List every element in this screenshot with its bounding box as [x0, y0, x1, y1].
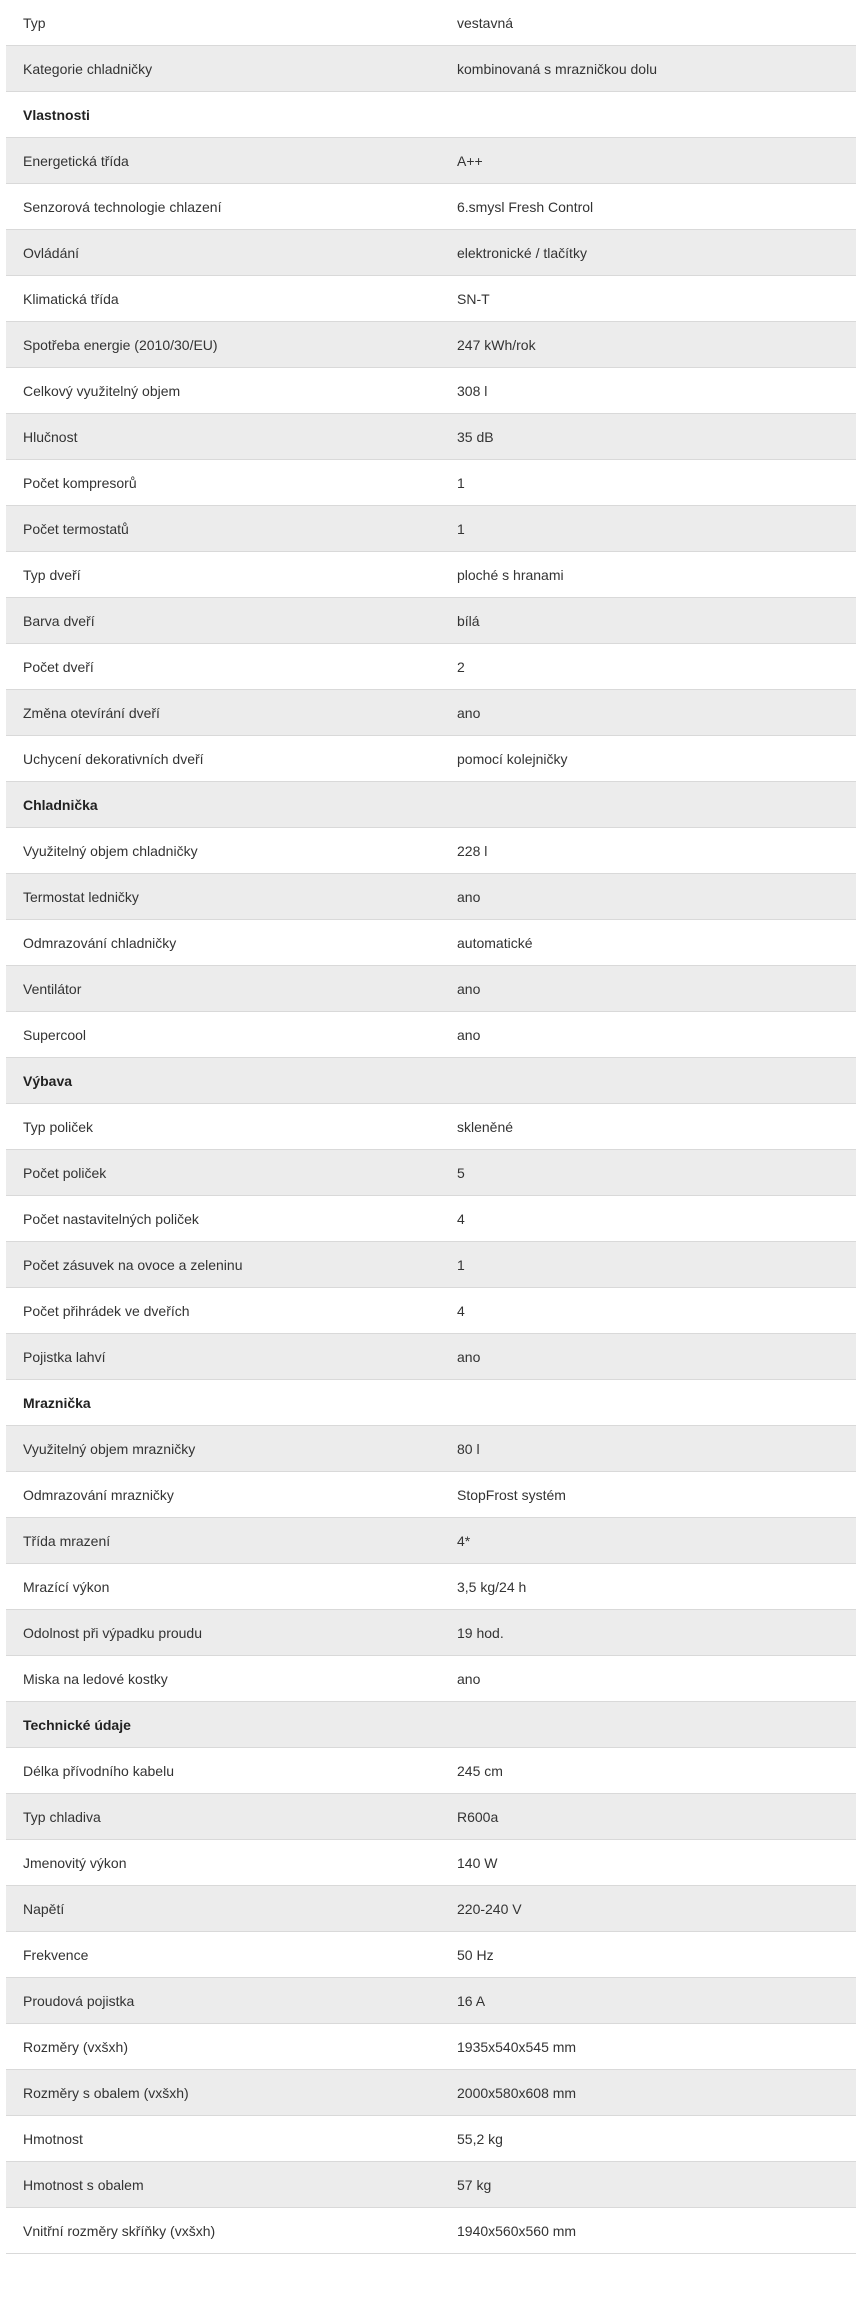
- spec-row: [6, 1150, 856, 1196]
- spec-label: Senzorová technologie chlazení: [23, 199, 222, 215]
- spec-value: 6.smysl Fresh Control: [457, 199, 594, 215]
- spec-row: [6, 2208, 856, 2254]
- spec-value: 1: [457, 475, 465, 491]
- section-header-row: [6, 1058, 856, 1104]
- spec-row: [6, 46, 856, 92]
- spec-label: Uchycení dekorativních dveří: [23, 751, 204, 767]
- spec-value: skleněné: [457, 1119, 514, 1135]
- spec-label: Změna otevírání dveří: [23, 705, 160, 721]
- spec-value: 245 cm: [457, 1763, 503, 1779]
- spec-value: 140 W: [457, 1855, 498, 1871]
- section-title: Vlastnosti: [23, 107, 90, 123]
- spec-value: 1: [457, 521, 465, 537]
- spec-row: [6, 1748, 856, 1794]
- spec-label: Počet poliček: [23, 1165, 107, 1181]
- spec-value: 3,5 kg/24 h: [457, 1579, 527, 1595]
- spec-label: Klimatická třída: [23, 291, 119, 307]
- spec-value: 220-240 V: [457, 1901, 522, 1917]
- section-header-row: [6, 1702, 856, 1748]
- spec-value: 50 Hz: [457, 1947, 494, 1963]
- spec-value: kombinovaná s mrazničkou dolu: [457, 61, 657, 77]
- spec-label: Vnitřní rozměry skříňky (vxšxh): [23, 2223, 216, 2239]
- spec-value: R600a: [457, 1809, 499, 1825]
- spec-value: 57 kg: [457, 2177, 492, 2193]
- spec-value: 2000x580x608 mm: [457, 2085, 577, 2101]
- spec-value: ano: [457, 1027, 481, 1043]
- spec-value: pomocí kolejničky: [457, 751, 568, 767]
- spec-row: [6, 920, 856, 966]
- spec-row: [6, 1978, 856, 2024]
- spec-value: 1940x560x560 mm: [457, 2223, 577, 2239]
- spec-value: 19 hod.: [457, 1625, 504, 1641]
- spec-row: [6, 828, 856, 874]
- spec-row: [6, 506, 856, 552]
- spec-label: Ventilátor: [23, 981, 82, 997]
- spec-value: 5: [457, 1165, 465, 1181]
- spec-label: Třída mrazení: [23, 1533, 111, 1549]
- spec-label: Jmenovitý výkon: [23, 1855, 127, 1871]
- spec-label: Frekvence: [23, 1947, 89, 1963]
- spec-value: 1: [457, 1257, 465, 1273]
- spec-row: [6, 1288, 856, 1334]
- spec-row: [6, 1426, 856, 1472]
- spec-row: [6, 184, 856, 230]
- spec-row: [6, 1564, 856, 1610]
- spec-value: 228 l: [457, 843, 488, 859]
- spec-value: ano: [457, 1349, 481, 1365]
- spec-row: [6, 460, 856, 506]
- spec-row: [6, 230, 856, 276]
- spec-label: Hmotnost: [23, 2131, 83, 2147]
- spec-value: ano: [457, 1671, 481, 1687]
- spec-row: [6, 2162, 856, 2208]
- section-title: Výbava: [23, 1073, 73, 1089]
- spec-row: [6, 598, 856, 644]
- spec-value: 16 A: [457, 1993, 486, 2009]
- spec-value: 4*: [457, 1533, 471, 1549]
- spec-label: Počet nastavitelných poliček: [23, 1211, 199, 1227]
- spec-label: Rozměry s obalem (vxšxh): [23, 2085, 189, 2101]
- spec-row: [6, 1104, 856, 1150]
- spec-row: [6, 2024, 856, 2070]
- spec-value: ano: [457, 889, 481, 905]
- spec-value: 4: [457, 1211, 465, 1227]
- spec-label: Ovládání: [23, 245, 80, 261]
- section-header-row: [6, 1380, 856, 1426]
- section-title: Mraznička: [23, 1395, 91, 1411]
- spec-row: [6, 1518, 856, 1564]
- spec-value: 4: [457, 1303, 465, 1319]
- spec-row: [6, 1840, 856, 1886]
- spec-value: ploché s hranami: [457, 567, 564, 583]
- spec-label: Supercool: [23, 1027, 87, 1043]
- spec-value: 80 l: [457, 1441, 480, 1457]
- spec-row: [6, 874, 856, 920]
- spec-value: A++: [457, 153, 483, 169]
- spec-row: [6, 2116, 856, 2162]
- spec-row: [6, 1242, 856, 1288]
- spec-value: bílá: [457, 613, 480, 629]
- spec-value: ano: [457, 981, 481, 997]
- spec-label: Typ: [23, 15, 46, 31]
- spec-row: [6, 368, 856, 414]
- spec-row: [6, 138, 856, 184]
- spec-value: ano: [457, 705, 481, 721]
- spec-label: Proudová pojistka: [23, 1993, 135, 2009]
- spec-row: [6, 1886, 856, 1932]
- spec-label: Napětí: [23, 1901, 65, 1917]
- spec-row: [6, 1472, 856, 1518]
- spec-value: 247 kWh/rok: [457, 337, 536, 353]
- spec-row: [6, 322, 856, 368]
- spec-label: Typ chladiva: [23, 1809, 101, 1825]
- spec-label: Celkový využitelný objem: [23, 383, 181, 399]
- spec-row: [6, 690, 856, 736]
- spec-value: vestavná: [457, 15, 514, 31]
- spec-label: Počet termostatů: [23, 521, 129, 537]
- spec-label: Spotřeba energie (2010/30/EU): [23, 337, 218, 353]
- spec-label: Termostat ledničky: [23, 889, 139, 905]
- spec-label: Využitelný objem mrazničky: [23, 1441, 196, 1457]
- section-title: Technické údaje: [23, 1717, 131, 1733]
- section-header-row: [6, 782, 856, 828]
- spec-label: Pojistka lahví: [23, 1349, 106, 1365]
- spec-value: 35 dB: [457, 429, 494, 445]
- spec-label: Energetická třída: [23, 153, 129, 169]
- spec-row: [6, 644, 856, 690]
- spec-row: [6, 1656, 856, 1702]
- spec-value: elektronické / tlačítky: [457, 245, 587, 261]
- spec-label: Typ dveří: [23, 567, 81, 583]
- spec-row: [6, 736, 856, 782]
- spec-row: [6, 414, 856, 460]
- spec-value: 55,2 kg: [457, 2131, 503, 2147]
- spec-label: Počet kompresorů: [23, 475, 137, 491]
- spec-value: SN-T: [457, 291, 490, 307]
- spec-row: [6, 1794, 856, 1840]
- section-header-row: [6, 92, 856, 138]
- spec-row: [6, 1932, 856, 1978]
- spec-label: Počet zásuvek na ovoce a zeleninu: [23, 1257, 243, 1273]
- spec-value: 308 l: [457, 383, 488, 399]
- spec-label: Barva dveří: [23, 613, 95, 629]
- spec-value: 2: [457, 659, 465, 675]
- spec-row: [6, 966, 856, 1012]
- spec-row: [6, 276, 856, 322]
- spec-label: Hmotnost s obalem: [23, 2177, 144, 2193]
- spec-label: Miska na ledové kostky: [23, 1671, 168, 1687]
- spec-label: Rozměry (vxšxh): [23, 2039, 129, 2055]
- spec-row: [6, 2070, 856, 2116]
- spec-row: [6, 1334, 856, 1380]
- section-title: Chladnička: [23, 797, 98, 813]
- spec-label: Typ poliček: [23, 1119, 94, 1135]
- spec-table: [6, 0, 856, 2254]
- spec-label: Využitelný objem chladničky: [23, 843, 198, 859]
- spec-value: automatické: [457, 935, 533, 951]
- spec-label: Odmrazování mrazničky: [23, 1487, 174, 1503]
- spec-row: [6, 1610, 856, 1656]
- spec-value: StopFrost systém: [457, 1487, 566, 1503]
- spec-value: 1935x540x545 mm: [457, 2039, 577, 2055]
- spec-label: Kategorie chladničky: [23, 61, 153, 77]
- spec-row: [6, 0, 856, 46]
- spec-label: Mrazící výkon: [23, 1579, 110, 1595]
- spec-label: Odmrazování chladničky: [23, 935, 177, 951]
- spec-row: [6, 1012, 856, 1058]
- spec-label: Počet přihrádek ve dveřích: [23, 1303, 190, 1319]
- spec-row: [6, 1196, 856, 1242]
- spec-label: Počet dveří: [23, 659, 94, 675]
- spec-label: Hlučnost: [23, 429, 78, 445]
- spec-label: Odolnost při výpadku proudu: [23, 1625, 202, 1641]
- spec-label: Délka přívodního kabelu: [23, 1763, 174, 1779]
- spec-row: [6, 552, 856, 598]
